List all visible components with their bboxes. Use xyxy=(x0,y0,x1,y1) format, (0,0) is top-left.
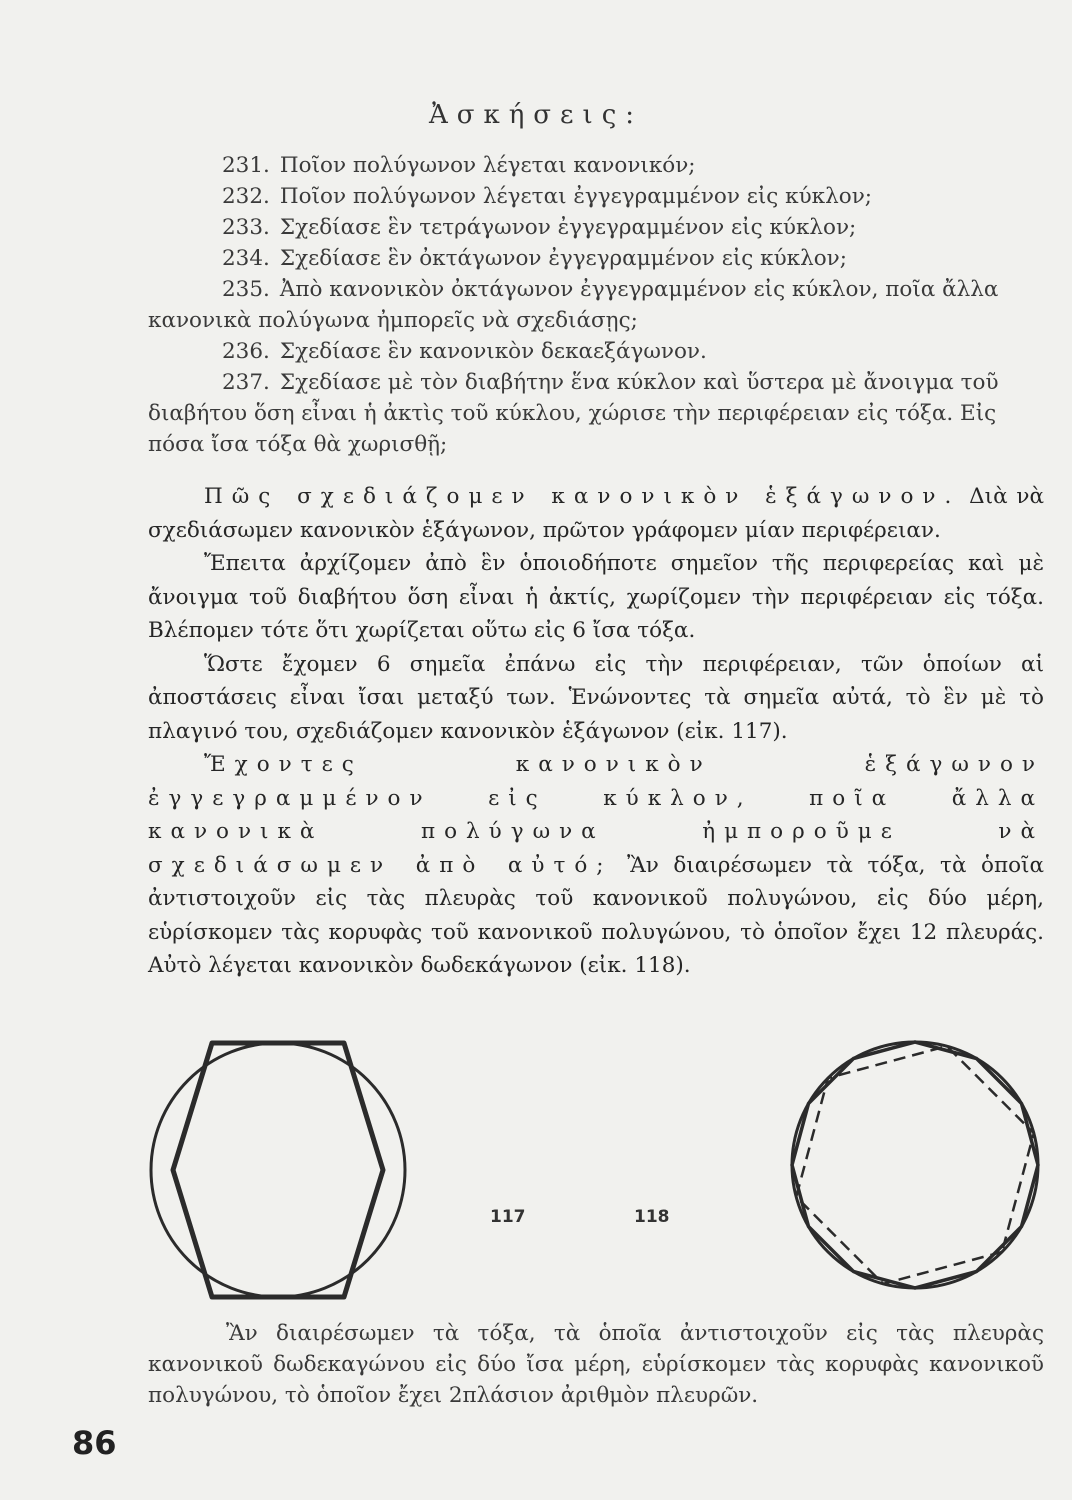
exercise-item: 234. Σχεδίασε ἓν ὀκτάγωνον ἐγγεγραμμένον εἰς κύκλον; xyxy=(222,246,847,271)
exercise-item: 237. Σχεδίασε μὲ τὸν διαβήτην ἕνα κύκλον καὶ ὕστερα μὲ ἄνοιγμα τοῦ διαβήτου ὅση εἶναι ἡ ἀκτὶς τοῦ κύκλου, χώρισε τὴν περιφέρειαν εἰς τόξα. Εἰς πόσα ἴσα τόξα θὰ χωρισθῇ; xyxy=(148,370,999,457)
exercise-list xyxy=(148,150,1048,460)
exercise-item: 232. Ποῖον πολύγωνον λέγεται ἐγγεγραμμένον εἰς κύκλον; xyxy=(222,184,873,209)
exercise-item: 236. Σχεδίασε ἓν κανονικὸν δεκαεξάγωνον. xyxy=(222,339,707,364)
section-paragraph: Ἔχοντες κανονικὸν ἑξάγωνον ἐγγεγραμμένον εἰς κύκλον, ποῖα ἄλλα κανονικὰ πολύγωνα ἠμποροῦμε νὰ σχεδιάσωμεν ἀπὸ αὐτό; Ἂν διαιρέσωμεν τὰ τόξα, τὰ ὁποῖα ἀντιστοιχοῦν εἰς τὰς πλευρὰς τοῦ κανονικοῦ πολυγώνου, εἰς δύο μέρη, εὑρίσκομεν τὰς κορυφὰς τοῦ κανονικοῦ πολυγώνου, τὸ ὁποῖον ἔχει 12 πλευράς. Αὐτὸ λέγεται κανονικὸν δωδεκάγωνον (εἰκ. 118). xyxy=(148,752,1045,978)
section-title: Πῶς σχεδιάζομεν κανονικὸν ἑξάγωνον. xyxy=(204,484,961,509)
exercise-item: 233. Σχεδίασε ἓν τετράγωνον ἐγγεγραμμένον εἰς κύκλον; xyxy=(222,215,857,240)
exercise-item: 231. Ποῖον πολύγωνον λέγεται κανονικόν; xyxy=(222,153,696,178)
figures xyxy=(0,1020,1072,1300)
section-paragraph: Ὥστε ἔχομεν 6 σημεῖα ἐπάνω εἰς τὴν περιφέρειαν, τῶν ὁποίων αἱ ἀποστάσεις εἶναι ἴσαι μεταξύ των. Ἑνώνοντες τὰ σημεῖα αὐτά, τὸ ἓν μὲ τὸ πλαγινό του, σχεδιάζομεν κανονικὸν ἑξάγωνον (εἰκ. 117). xyxy=(148,651,1044,744)
exercises-heading: Ἀσκήσεις: xyxy=(428,100,644,130)
exercise-item: 235. Ἀπὸ κανονικὸν ὀκτάγωνον ἐγγεγραμμένον εἰς κύκλον, ποῖα ἄλλα κανονικὰ πολύγωνα ἠμπορεῖς νὰ σχεδιάσῃς; xyxy=(148,277,999,333)
figure-label-118: 118 xyxy=(634,1207,670,1227)
figure-117-hexagon xyxy=(151,1043,405,1297)
page-number: 86 xyxy=(72,1424,117,1462)
figure-label-117: 117 xyxy=(490,1207,526,1227)
section-paragraph: Πῶς σχεδιάζομεν κανονικὸν ἑξάγωνον. Διὰ νὰ σχεδιάσωμεν κανονικὸν ἑξάγωνον, πρῶτον γράφομεν μίαν περιφέρειαν. xyxy=(148,484,1044,543)
section-paragraph: Ἔπειτα ἀρχίζομεν ἀπὸ ἓν ὁποιοδήποτε σημεῖον τῆς περιφερείας καὶ μὲ ἄνοιγμα τοῦ διαβήτου ὅση εἶναι ἡ ἀκτίς, χωρίζομεν τὴν περιφέρειαν εἰς τόξα. Βλέπομεν τότε ὅτι χωρίζεται οὕτω εἰς 6 ἴσα τόξα. xyxy=(148,551,1044,643)
closing-paragraph: Ἂν διαιρέσωμεν τὰ τόξα, τὰ ὁποῖα ἀντιστοιχοῦν εἰς τὰς πλευρὰς κανονικοῦ δωδεκαγώνου εἰς δύο ἴσα μέρη, εὑρίσκομεν τὰς κορυφὰς κανονικοῦ πολυγώνου, τὸ ὁποῖον ἔχει 2πλάσιον ἀριθμὸν πλευρῶν. xyxy=(148,1321,1044,1408)
figure-118-dodecagon xyxy=(780,1020,1049,1300)
section-question: Ἔχοντες κανονικὸν ἑξάγωνον ἐγγεγραμμένον εἰς κύκλον, ποῖα ἄλλα κανονικὰ πολύγωνα ἠμποροῦμε νὰ σχεδιάσωμεν ἀπὸ αὐτό; xyxy=(148,752,1044,878)
hexagon-section xyxy=(148,480,1044,983)
